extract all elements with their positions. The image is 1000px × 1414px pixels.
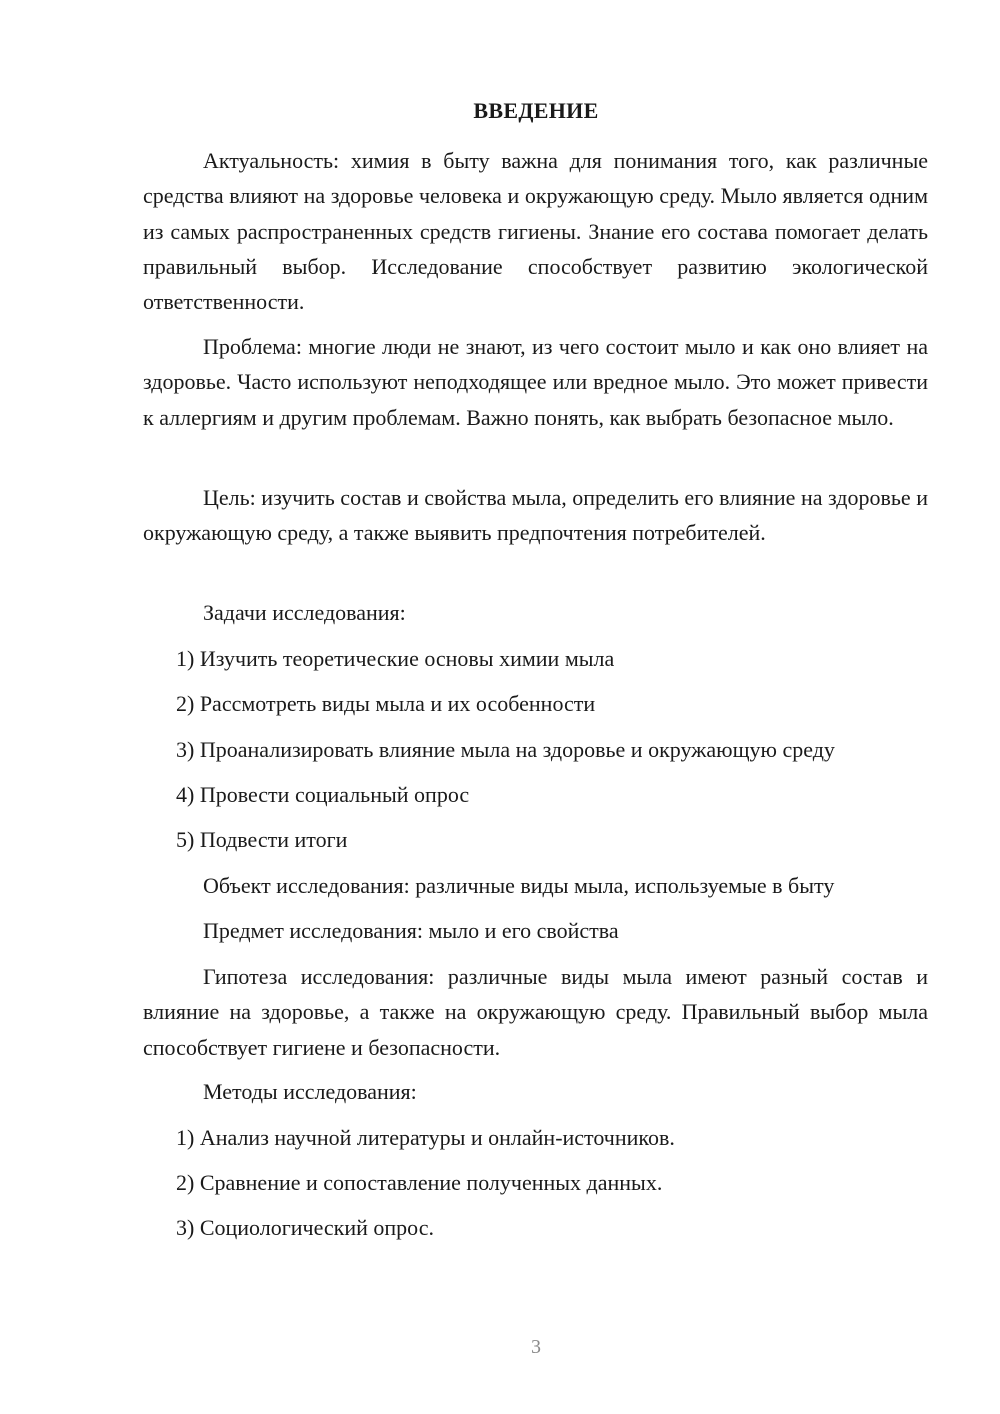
- section-heading: ВВЕДЕНИЕ: [473, 98, 599, 123]
- method-item-3: 3) Социологический опрос.: [176, 1215, 434, 1240]
- task-item-1: 1) Изучить теоретические основы химии мыла: [176, 646, 615, 671]
- goal-paragraph: Цель: изучить состав и свойства мыла, определить его влияние на здоровье и окружающую среду, а также выявить предпочтения потребителей.: [143, 485, 928, 546]
- research-subject: Предмет исследования: мыло и его свойства: [203, 918, 619, 943]
- task-item-3: 3) Проанализировать влияние мыла на здоровье и окружающую среду: [176, 737, 835, 762]
- hypothesis-paragraph: Гипотеза исследования: различные виды мыла имеют разный состав и влияние на здоровье, а также на окружающую среду. Правильный выбор мыла способствует гигиене и безопасности.: [143, 964, 928, 1060]
- methods-title: Методы исследования:: [203, 1079, 417, 1104]
- relevance-paragraph: Актуальность: химия в быту важна для понимания того, как различные средства влияют на здоровье человека и окружающую среду. Мыло является одним из самых распространенных средств гигиены. Знание его состава помогает делать правильный выбор. Исследование способствует развитию экологической ответственности.: [143, 148, 928, 315]
- tasks-title: Задачи исследования:: [203, 600, 406, 625]
- method-item-1: 1) Анализ научной литературы и онлайн-источников.: [176, 1125, 675, 1150]
- task-item-5: 5) Подвести итоги: [176, 827, 348, 852]
- task-item-2: 2) Рассмотреть виды мыла и их особенности: [176, 691, 596, 716]
- problem-paragraph: Проблема: многие люди не знают, из чего состоит мыло и как оно влияет на здоровье. Часто используют неподходящее или вредное мыло. Это может привести к аллергиям и другим проблемам. Важно понять, как выбрать безопасное мыло.: [143, 334, 928, 430]
- research-object: Объект исследования: различные виды мыла, используемые в быту: [203, 873, 835, 898]
- method-item-2: 2) Сравнение и сопоставление полученных данных.: [176, 1170, 663, 1195]
- task-item-4: 4) Провести социальный опрос: [176, 782, 470, 807]
- page-number: 3: [531, 1336, 541, 1358]
